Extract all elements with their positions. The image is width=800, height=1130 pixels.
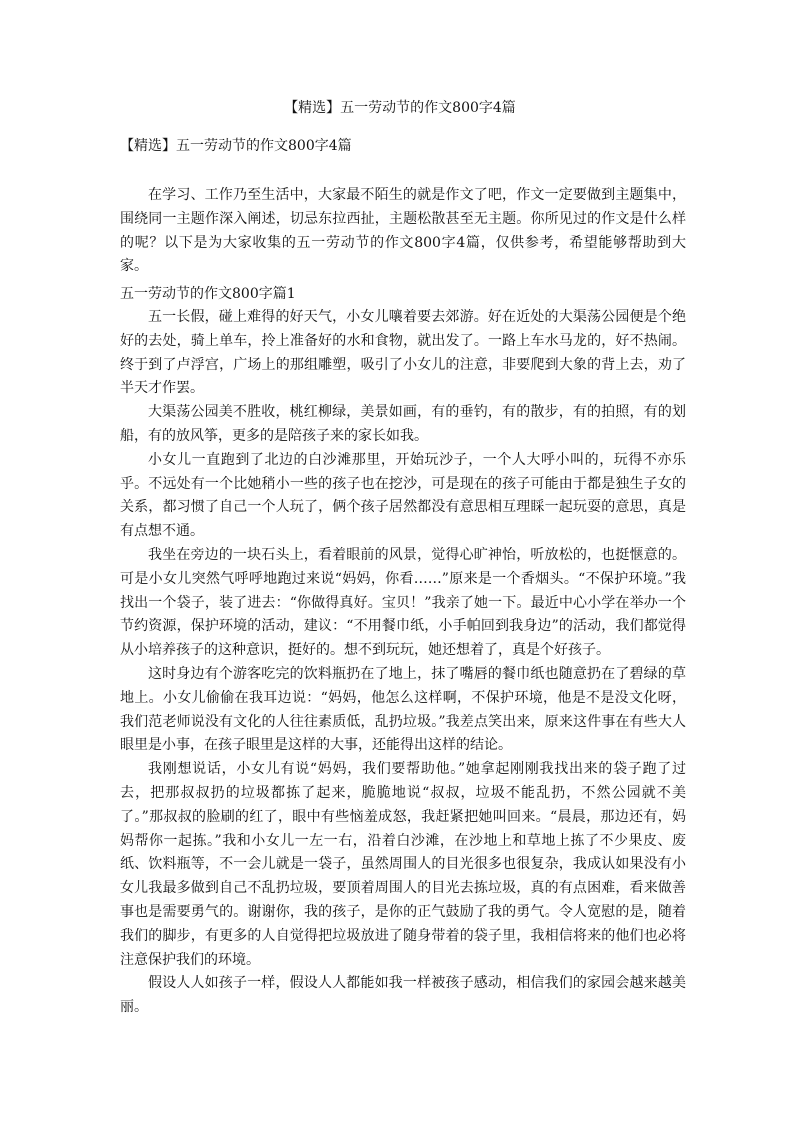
- intro-section: [120, 184, 686, 279]
- essay-paragraph-3: 小女儿一直跑到了北边的白沙滩那里，开始玩沙子，一个人大呼小叫的，玩得不亦乐乎。不远处有一个比她稍小一些的孩子也在挖沙，可是现在的孩子可能由于都是独生子女的关系，都习惯了自己一个人玩了，俩个孩子居然都没有意思相互理睬一起玩耍的意思，真是有点想不通。: [120, 451, 686, 540]
- essay-paragraph-4: 我坐在旁边的一块石头上，看着眼前的风景，觉得心旷神怡，听放松的，也挺惬意的。可是小女儿突然气呼呼地跑过来说“妈妈，你看……”原来是一个香烟头。“不保护环境。”我找出一个袋子，装了进去：“你做得真好。宝贝！”我亲了她一下。最近中心小学在举办一个节约资源，保护环境的活动，建议：“不用餐巾纸，小手帕回到我身边”的活动，我们都觉得从小培养孩子的这种意识，挺好的。想不到玩玩，她还想着了，真是个好孩子。: [120, 546, 686, 659]
- document-title: 【精选】五一劳动节的作文800字4篇: [284, 100, 516, 116]
- essay-paragraph-2: 大渠荡公园美不胜收，桃红柳绿，美景如画，有的垂钓，有的散步，有的拍照，有的划船，有的放风筝，更多的是陪孩子来的家长如我。: [120, 404, 686, 444]
- essay-paragraph-7: 假设人人如孩子一样，假设人人都能如我一样被孩子感动，相信我们的家园会越来越美丽。: [120, 975, 686, 1016]
- essay-paragraph-1: 五一长假，碰上难得的好天气，小女儿嚷着要去郊游。好在近处的大渠荡公园便是个绝好的去处，骑上单车，拎上准备好的水和食物，就出发了。一路上车水马龙的，好不热闹。终于到了卢浮宫，广场上的那组雕塑，吸引了小女儿的注意，非要爬到大象的背上去，劝了半天才作罢。: [120, 309, 686, 397]
- essay-paragraph-6: 我刚想说话，小女儿有说“妈妈，我们要帮助他。”她拿起刚刚我找出来的袋子跑了过去，把那叔叔扔的垃圾都拣了起来，脆脆地说“叔叔，垃圾不能乱扔，不然公园就不美了。”那叔叔的脸刷的红了，眼中有些恼羞成怒，我赶紧把她叫回来。“晨晨，那边还有，妈妈帮你一起拣。”我和小女儿一左一右，沿着白沙滩，在沙地上和草地上拣了不少果皮、废纸、饮料瓶等，不一会儿就是一袋子，虽然周围人的目光很多也很复杂，我成认如果没有小女儿我最多做到自己不乱扔垃圾，要顶着周围人的目光去拣垃圾，真的有点困难，看来做善事也是需要勇气的。谢谢你，我的孩子，是你的正气鼓励了我的勇气。令人宽慰的是，随着我们的脚步，有更多的人自觉得把垃圾放进了随身带着的袋子里，我相信将来的他们也必将注意保护我们的环境。: [120, 761, 686, 968]
- essay-paragraph-5: 这时身边有个游客吃完的饮料瓶扔在了地上，抹了嘴唇的餐巾纸也随意扔在了碧绿的草地上。小女儿偷偷在我耳边说：“妈妈，他怎么这样啊，不保护环境，他是不是没文化呀，我们范老师说没有文化的人往往素质低，乱扔垃圾。”我差点笑出来，原来这件事在有些大人眼里是小事，在孩子眼里是这样的大事，还能得出这样的结论。: [120, 665, 686, 754]
- essay-body: [120, 306, 686, 1020]
- section-heading: 五一劳动节的作文800字篇1: [120, 286, 296, 302]
- intro-paragraph: 在学习、工作乃至生活中，大家最不陌生的就是作文了吧，作文一定要做到主题集中，围绕同一主题作深入阐述，切忌东拉西扯，主题松散甚至无主题。你所见过的作文是什么样的呢？以下是为大家收集的五一劳动节的作文800字4篇，仅供参考，希望能够帮助到大家。: [120, 187, 686, 275]
- document-subtitle: 【精选】五一劳动节的作文800字4篇: [120, 138, 352, 154]
